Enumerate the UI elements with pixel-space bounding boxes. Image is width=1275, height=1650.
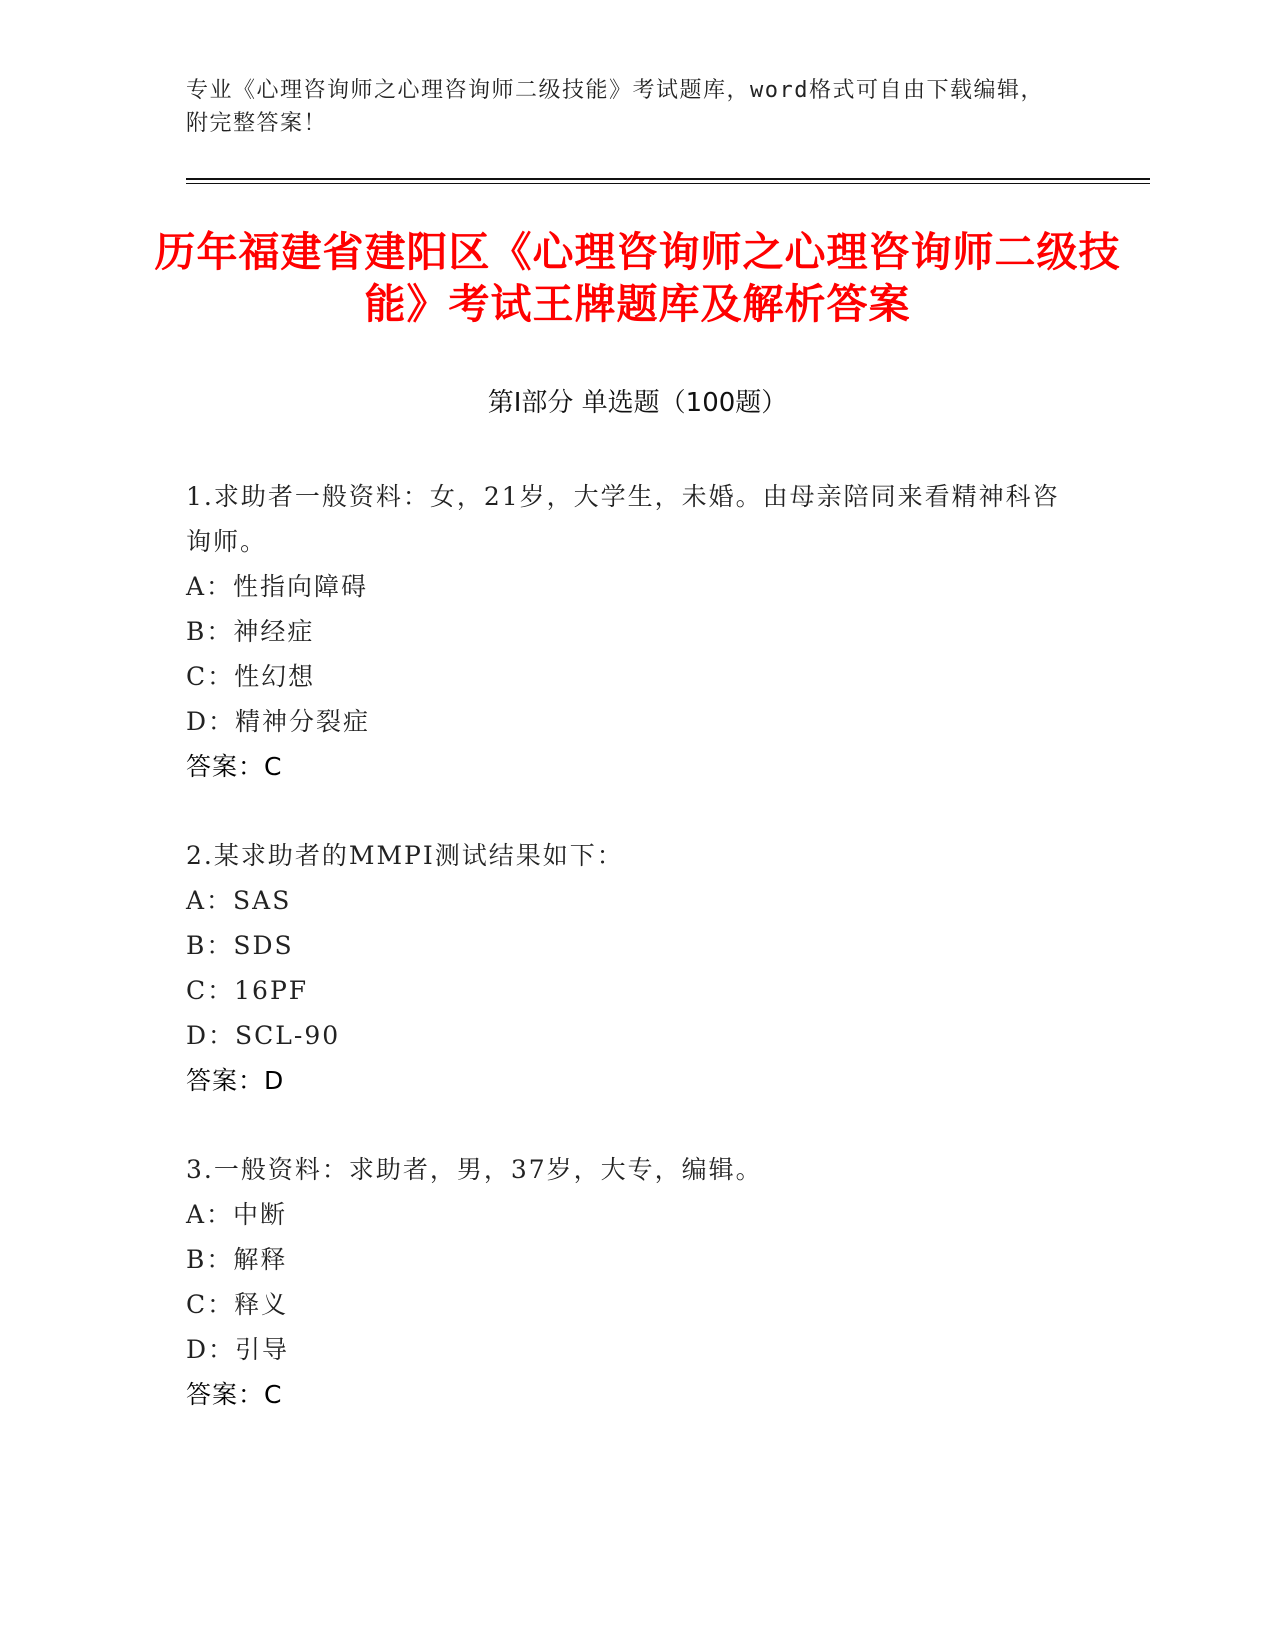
answer: 答案：C <box>186 1380 283 1409</box>
option-d: D：SCL-90 <box>186 1021 341 1050</box>
header-rule-thick <box>186 178 1150 180</box>
header-note: 专业《心理咨询师之心理咨询师二级技能》考试题库，word格式可自由下载编辑，附完整答案！ <box>186 78 1044 136</box>
option-d: D：引导 <box>186 1335 290 1364</box>
option-b: B：神经症 <box>186 617 315 646</box>
option-d: D：精神分裂症 <box>186 707 371 736</box>
option-a: A：SAS <box>186 886 292 915</box>
question-1 <box>186 474 1066 789</box>
option-a: A：性指向障碍 <box>186 572 369 601</box>
option-c: C：性幻想 <box>186 662 316 691</box>
document-title: 历年福建省建阳区《心理咨询师之心理咨询师二级技能》考试王牌题库及解析答案 <box>154 228 1121 328</box>
question-stem: 1.求助者一般资料：女，21岁，大学生，未婚。由母亲陪同来看精神科咨询师。 <box>186 482 1060 556</box>
question-stem: 2.某求助者的MMPI测试结果如下： <box>186 841 624 870</box>
option-c: C：释义 <box>186 1290 289 1319</box>
answer: 答案：D <box>186 1066 285 1095</box>
question-3 <box>186 1147 1066 1417</box>
header-rule-thin <box>186 183 1150 184</box>
answer: 答案：C <box>186 752 283 781</box>
question-stem: 3.一般资料：求助者，男，37岁，大专，编辑。 <box>186 1155 763 1184</box>
option-a: A：中断 <box>186 1200 288 1229</box>
option-b: B：解释 <box>186 1245 288 1274</box>
option-c: C：16PF <box>186 976 309 1005</box>
question-list <box>186 474 1066 1461</box>
section-heading: 第Ⅰ部分 单选题（100题） <box>487 388 788 418</box>
question-2 <box>186 833 1066 1103</box>
option-b: B：SDS <box>186 931 294 960</box>
